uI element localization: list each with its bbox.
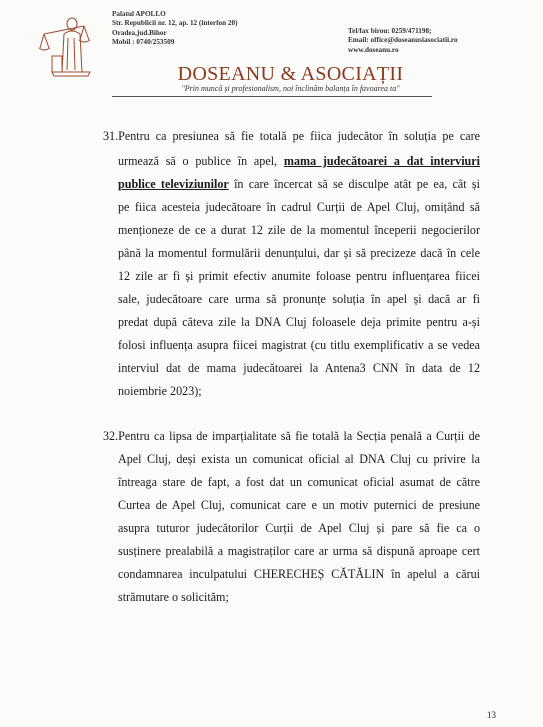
emphasized-text: mama judecătoarei a dat interviuri xyxy=(283,154,481,168)
paragraph-line: 32.Pentru ca lipsa de imparțialitate să fie totală la Secția penală a Curții de xyxy=(103,429,480,443)
paragraph-line: strămutare o solicităm; xyxy=(118,590,229,604)
paragraph-line: pe fiica acesteia judecătoare în cadrul Curții de Apel Cluj, omițând să xyxy=(118,200,480,214)
website: www.doseanu.ro xyxy=(348,45,399,54)
paragraph-line: predat după câteva zile la DNA Cluj foloasele deja primite pentru a-și xyxy=(118,315,480,329)
paragraph-line xyxy=(118,177,480,192)
paragraph-line: noiembrie 2023); xyxy=(118,384,202,398)
paragraph-line: Curtea de Apel Cluj, comunicat care e un motiv puternici de presiune xyxy=(118,498,480,512)
paragraph-line: condamnarea inculpatului CHERECHEȘ CĂTĂLIN în apelul a cărui xyxy=(118,567,480,581)
paragraph-line: asupra tuturor judecătorilor Curții de Apel Cluj și pare să fie ca o xyxy=(118,521,480,535)
paragraph-line: sale, judecătoare care urma să pronunțe soluția în apel și dacă ar fi xyxy=(118,292,480,306)
email-address: Email: office@doseanusiasociatii.ro xyxy=(348,36,458,45)
office-phone: Tel/fax birou: 0259/471198; xyxy=(348,27,432,35)
paragraph-line: susținere prealabilă a magistraților care ar urma să dispună aproape cert xyxy=(118,544,480,558)
office-address-block xyxy=(112,10,237,47)
city-county: Oradea,jud.Bihor xyxy=(112,28,167,37)
paragraph-line: menționeze de ce a durat 12 zile de la momentul începerii negocierilor xyxy=(118,223,480,237)
paragraph-line: până la momentul formulării denunțului, dar și să precizeze dacă în cele xyxy=(118,246,480,260)
building-name: Palatul APOLLO xyxy=(112,10,166,18)
mobile-number: Mobil : 0740/253509 xyxy=(112,37,175,46)
contact-block xyxy=(348,27,458,55)
firm-name: DOSEANU & ASOCIAȚII xyxy=(177,63,404,85)
street-address: Str. Republicii nr. 12, ap. 12 (interfon 20) xyxy=(112,19,238,28)
paragraph-line: 12 zile ar fi și primit efectiv anumite foloase pentru influențarea fiicei xyxy=(118,269,480,283)
paragraph-line: interviul dat de mama judecătoarei la Antena3 CNN în data de 12 xyxy=(118,361,480,375)
paragraph-line: folosi influența asupra fiicei magistrat (cu titlu exemplificativ a se vedea xyxy=(118,338,480,352)
header-divider xyxy=(112,96,432,97)
paragraph-line xyxy=(118,154,480,169)
emphasized-text: publice televiziunilor xyxy=(118,177,229,191)
text-run: în care încercat să se disculpe atât pe ea, cât și xyxy=(234,177,480,191)
paragraph-line: Apel Cluj, deși exista un comunicat oficial al DNA Cluj cu privire la xyxy=(118,452,480,466)
paragraph-line: întreaga stare de fapt, a fost dat un comunicat oficial asumat de către xyxy=(118,475,480,489)
paragraph-line: 31.Pentru ca presiunea să fie totală pe fiica judecător în soluția pe care xyxy=(103,129,480,143)
page-number: 13 xyxy=(487,710,496,720)
text-run: urmează să o publice în apel, xyxy=(118,154,278,168)
firm-motto: "Prin muncă și profesionalism, noi înclinăm balanța în favoarea ta" xyxy=(181,84,400,93)
